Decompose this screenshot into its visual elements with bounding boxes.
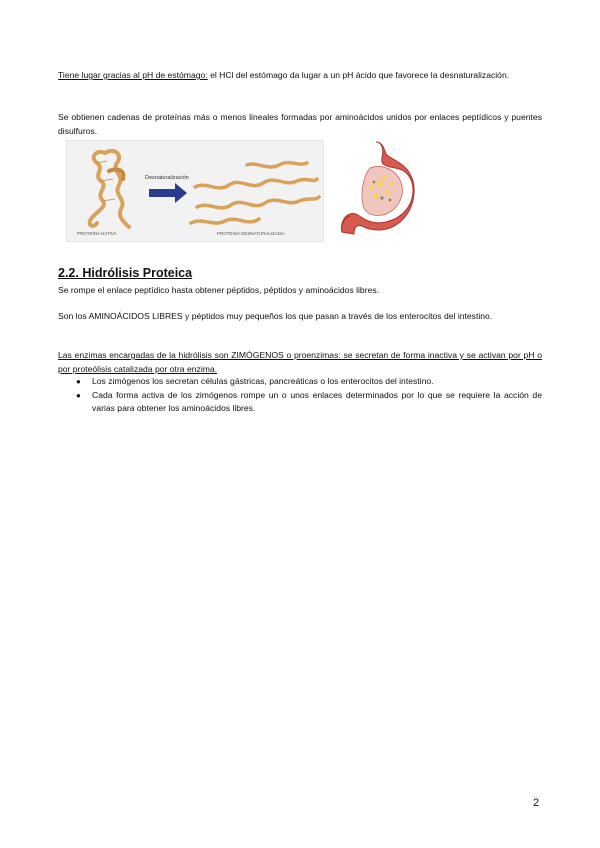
hydrolysis-paragraph-1: Se rompe el enlace peptídico hasta obtener péptidos, péptidos y aminoácidos libres. — [58, 285, 380, 295]
chains-paragraph: Se obtienen cadenas de proteínas más o menos lineales formadas por aminoácidos unidos por enlaces peptídicos y puentes disulfuros. — [58, 112, 542, 136]
denaturation-arrow — [149, 183, 187, 203]
bullet-icon: ● — [76, 391, 81, 400]
denaturation-figure — [66, 140, 324, 242]
denatured-protein-shape — [191, 163, 319, 223]
caption-native: PROTEÍNA NATIVA — [77, 231, 117, 236]
arrow-label: Desnaturalización — [145, 175, 189, 181]
caption-denatured: PROTEÍNA DESNATURALIZADA — [217, 231, 285, 236]
hydrolysis-paragraph-2: Son los AMINOÁCIDOS LIBRES y péptidos muy pequeños los que pasan a través de los enterocitos del intestino. — [58, 311, 493, 321]
zymogens-bullet-list — [58, 375, 542, 416]
list-item-text: Los zimógenos los secretan células gástricas, pancreáticas o los enterocitos del intestino. — [92, 376, 434, 386]
denaturation-illustration — [67, 141, 323, 241]
page-number: 2 — [533, 797, 540, 809]
section-title: 2.2. Hidrólisis Proteica — [58, 266, 193, 280]
stomach-illustration — [336, 138, 418, 238]
list-item — [58, 389, 542, 415]
list-item — [58, 375, 542, 388]
zymogens-paragraph: Las enzimas encargadas de la hidrólisis son ZIMÓGENOS o proenzimas: se secretan de forma inactiva y se activan por pH o por proteólisis catalizada por otra enzima. — [58, 350, 542, 374]
native-protein-shape — [90, 151, 129, 227]
bullet-icon: ● — [76, 377, 81, 386]
intro-underlined-text: Tiene lugar gracias al pH de estómago: — [58, 70, 208, 80]
intro-paragraph — [58, 68, 542, 82]
intro-text: el HCl del estómago da lugar a un pH ácido que favorece la desnaturalización. — [207, 70, 510, 80]
list-item-text: Cada forma activa de los zimógenos rompe un o unos enlaces determinados por lo que se requiere la acción de varias para obtener los aminoácidos libres. — [92, 390, 542, 413]
